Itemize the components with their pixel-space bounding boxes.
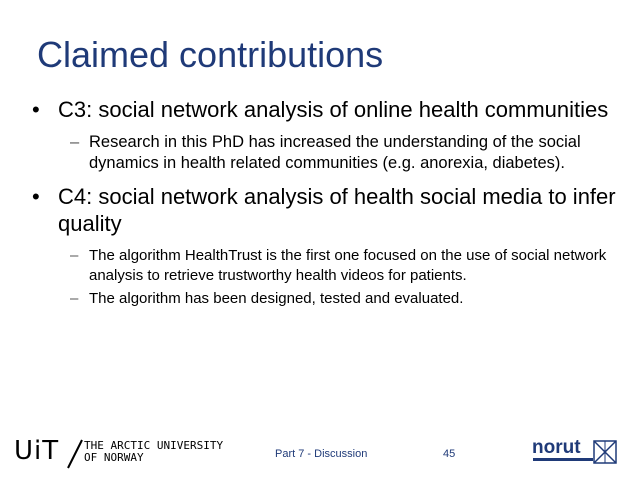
bullet-text: C3: social network analysis of online health communities <box>58 97 609 122</box>
section-label: Part 7 - Discussion <box>275 448 368 460</box>
sub-bullet-text: The algorithm HealthTrust is the first one focused on the use of social network analysis to retrieve trustworthy health videos for patients. <box>89 247 607 284</box>
sub-bullet-text: Research in this PhD has increased the understanding of the social dynamics in health related communities (e.g. anorexia, diabetes). <box>89 133 581 172</box>
norut-tagline-bar <box>533 458 593 461</box>
bullet-item <box>32 183 622 237</box>
slide-footer <box>0 432 638 472</box>
uit-logo: UiT <box>14 436 60 466</box>
dash-marker: – <box>70 133 80 151</box>
bullet-dot: • <box>32 184 40 209</box>
dash-marker: – <box>70 290 79 307</box>
slide-title: Claimed contributions <box>37 34 384 75</box>
university-name <box>84 440 223 464</box>
slash-icon <box>64 438 86 470</box>
sub-bullet-item <box>70 289 622 309</box>
sub-bullet-item <box>70 246 622 285</box>
norut-wordmark: norut <box>532 437 581 458</box>
sub-bullet-text: The algorithm has been designed, tested and evaluated. <box>89 290 464 307</box>
norut-emblem-icon <box>593 440 617 464</box>
university-line-2: OF NORWAY <box>84 451 144 464</box>
bullet-list <box>32 96 622 313</box>
sub-bullet-item <box>70 132 622 173</box>
bullet-text: C4: social network analysis of health social media to infer quality <box>58 184 616 236</box>
bullet-item <box>32 96 622 123</box>
dash-marker: – <box>70 247 79 264</box>
norut-logo <box>532 438 622 468</box>
page-number: 45 <box>443 448 456 460</box>
bullet-dot: • <box>32 97 40 122</box>
university-line-1: THE ARCTIC UNIVERSITY <box>84 439 224 452</box>
